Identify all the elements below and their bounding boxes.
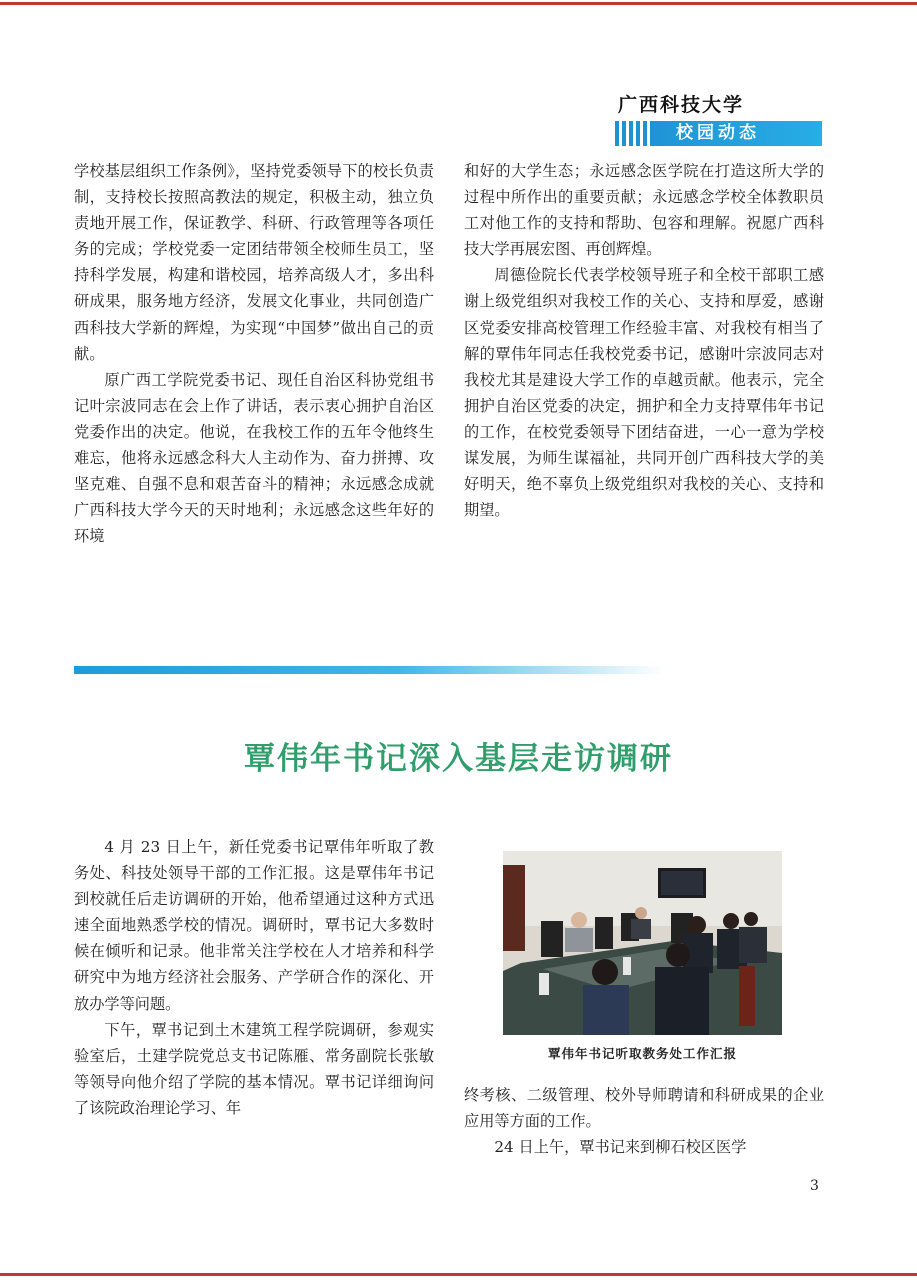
article1-paragraph: 学校基层组织工作条例》，坚持党委领导下的校长负责制，支持校长按照高教法的规定，积极主动，独立负责地开展工作，保证教学、科研、行政管理等各项任务的完成；学校党委一定团结带领全校师生员工，坚持科学发展，构建和谐校园，培养高级人才，多出科研成果，服务地方经济，发展文化事业，共同创造广西科技大学新的辉煌，为实现“中国梦”做出自己的贡献。 [74, 162, 434, 363]
article1-paragraph: 和好的大学生态；永远感念医学院在打造这所大学的过程中所作出的重要贡献；永远感念学校全体教职员工对他工作的支持和帮助、包容和理解。祝愿广西科技大学再展宏图、再创辉煌。 [464, 162, 824, 259]
masthead-title: 广西科技大学 [618, 94, 745, 116]
article2-paragraph: 24 日上午，覃书记来到柳石校区医学 [494, 1138, 747, 1157]
article2-right-column [464, 1082, 824, 1160]
article2-left-column [74, 834, 434, 1121]
article1-left-column [74, 158, 434, 549]
article2-paragraph: 下午，覃书记到土木建筑工程学院调研，参观实验室后，土建学院党总支书记陈雁、常务副院长张敏等领导向他介绍了学院的基本情况。覃书记详细询问了该院政治理论学习、年 [74, 1020, 434, 1117]
article1-paragraph: 原广西工学院党委书记、现任自治区科协党组书记叶宗波同志在会上作了讲话，表示衷心拥护自治区党委作出的决定。他说，在我校工作的五年令他终生难忘，他将永远感念科大人主动作为、奋力拼搏、攻坚克难、自强不息和艰苦奋斗的精神；永远感念成就广西科技大学今天的天时地利；永远感念这些年好的环境 [74, 370, 434, 546]
top-rule [0, 2, 917, 5]
article2-paragraph: 4 月 23 日上午，新任党委书记覃伟年听取了教务处、科技处领导干部的工作汇报。这是覃伟年书记到校就任后走访调研的开始，他希望通过这种方式迅速全面地熟悉学校的情况。调研时，覃书记大多数时候在倾听和记录。他非常关注学校在人才培养和科学研究中为地方经济社会服务、产学研合作的深化、开放办学等问题。 [74, 838, 434, 1013]
article2-paragraph: 终考核、二级管理、校外导师聘请和科研成果的企业应用等方面的工作。 [464, 1086, 824, 1131]
article-headline: 覃伟年书记深入基层走访调研 [244, 741, 673, 777]
section-divider [74, 666, 664, 674]
banner-stripes [612, 121, 654, 146]
section-banner [612, 121, 822, 146]
section-label: 校园动态 [676, 123, 760, 143]
page-number: 3 [810, 1178, 819, 1194]
photo-caption: 覃伟年书记听取教务处工作汇报 [547, 1046, 737, 1061]
meeting-photo [503, 851, 782, 1035]
masthead [612, 93, 822, 146]
bottom-rule [0, 1273, 917, 1276]
article1-right-column [464, 158, 824, 523]
article1-paragraph: 周德俭院长代表学校领导班子和全校干部职工感谢上级党组织对我校工作的关心、支持和厚爱，感谢区党委安排高校管理工作经验丰富、对我校有相当了解的覃伟年同志任我校党委书记，感谢叶宗波同志对我校尤其是建设大学工作的卓越贡献。他表示，完全拥护自治区党委的决定，拥护和全力支持覃伟年书记的工作，在校党委领导下团结奋进，一心一意为学校谋发展，为师生谋福祉，共同开创广西科技大学的美好明天，绝不辜负上级党组织对我校的关心、支持和期望。 [464, 266, 824, 520]
